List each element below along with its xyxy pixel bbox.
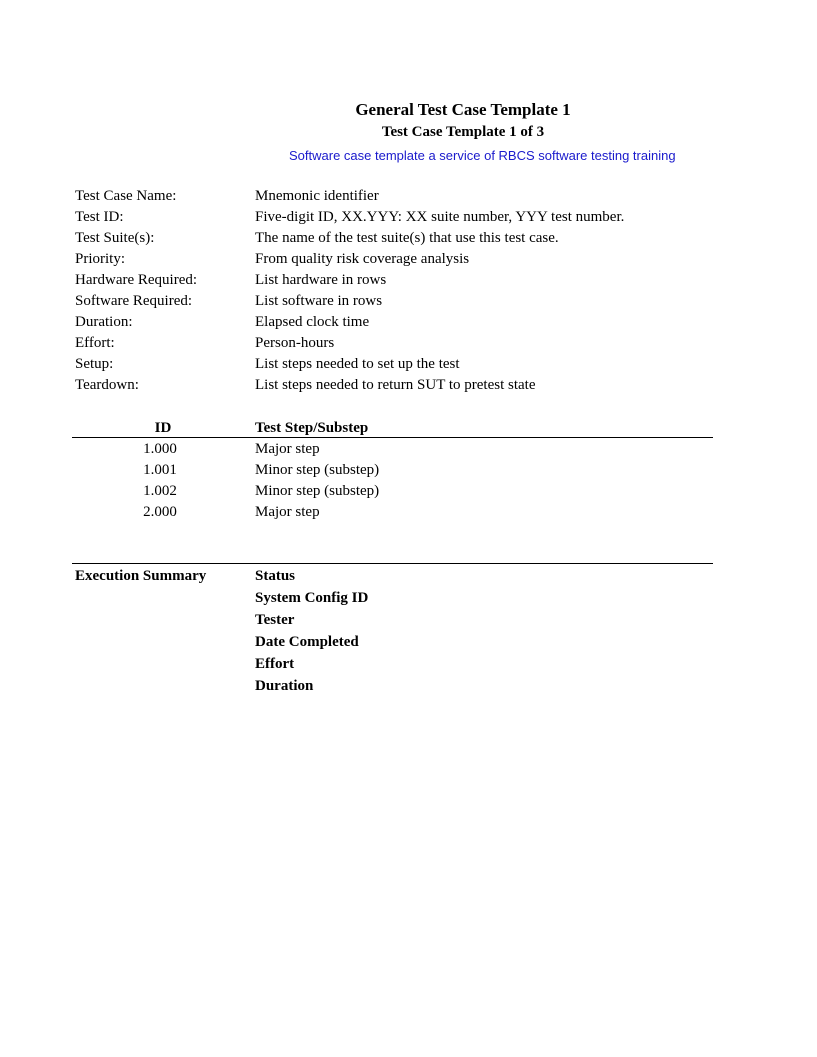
step-id: 1.000 <box>143 441 177 457</box>
execution-item-status: Status <box>255 568 296 584</box>
field-value-software: List software in rows <box>255 293 383 309</box>
field-value-priority: From quality risk coverage analysis <box>255 251 470 267</box>
field-value-setup: List steps needed to set up the test <box>255 356 460 372</box>
steps-header-divider <box>72 437 713 438</box>
field-label-duration: Duration: <box>75 314 133 330</box>
execution-item-date-completed: Date Completed <box>255 634 359 650</box>
field-value-test-case-name: Mnemonic identifier <box>255 188 379 204</box>
step-desc: Major step <box>255 504 320 520</box>
execution-item-system-config: System Config ID <box>255 590 369 606</box>
field-value-test-suites: The name of the test suite(s) that use this test case. <box>255 230 559 246</box>
execution-summary-label: Execution Summary <box>75 568 207 584</box>
field-label-hardware: Hardware Required: <box>75 272 198 288</box>
field-value-teardown: List steps needed to return SUT to pretest state <box>255 377 536 393</box>
field-label-setup: Setup: <box>75 356 114 372</box>
field-label-software: Software Required: <box>75 293 193 309</box>
page-title: General Test Case Template 1 <box>355 100 571 119</box>
step-desc: Minor step (substep) <box>255 483 380 499</box>
step-id: 2.000 <box>143 504 177 520</box>
step-desc: Minor step (substep) <box>255 462 380 478</box>
step-id: 1.001 <box>143 462 177 478</box>
field-label-priority: Priority: <box>75 251 126 267</box>
execution-item-duration: Duration <box>255 678 314 694</box>
rbcs-link[interactable]: Software case template a service of RBCS software testing training <box>289 148 676 163</box>
field-value-duration: Elapsed clock time <box>255 314 370 330</box>
field-value-test-id: Five-digit ID, XX.YYY: XX suite number, YYY test number. <box>255 209 625 225</box>
steps-header-id: ID <box>154 420 172 436</box>
page-subtitle: Test Case Template 1 of 3 <box>381 124 545 140</box>
field-value-effort: Person-hours <box>255 335 335 351</box>
field-label-test-case-name: Test Case Name: <box>75 188 177 204</box>
execution-divider <box>72 563 713 564</box>
execution-item-tester: Tester <box>255 612 295 628</box>
steps-header-desc: Test Step/Substep <box>255 420 369 436</box>
execution-item-effort: Effort <box>255 656 295 672</box>
step-id: 1.002 <box>143 483 177 499</box>
step-desc: Major step <box>255 441 320 457</box>
field-label-test-id: Test ID: <box>75 209 124 225</box>
field-label-test-suites: Test Suite(s): <box>75 230 155 246</box>
field-label-teardown: Teardown: <box>75 377 139 393</box>
field-label-effort: Effort: <box>75 335 115 351</box>
field-value-hardware: List hardware in rows <box>255 272 387 288</box>
